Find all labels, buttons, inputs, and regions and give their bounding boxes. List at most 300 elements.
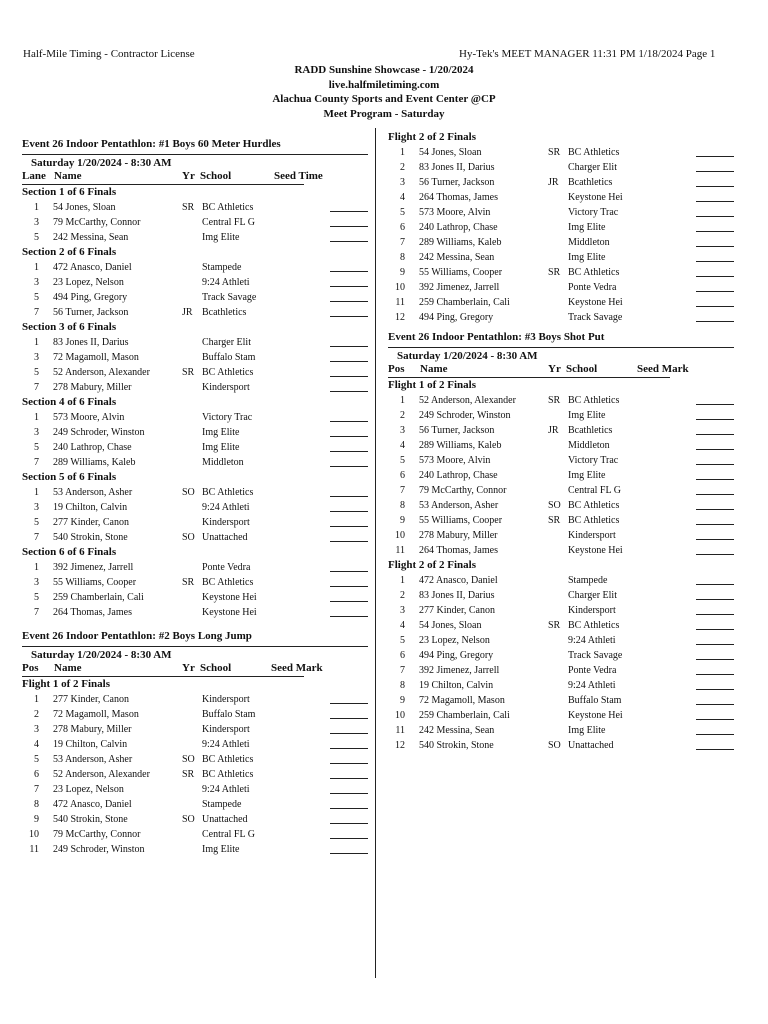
seed-blank-line [696, 291, 734, 292]
entry-row [388, 618, 734, 633]
entry-school: Track Savage [568, 312, 623, 323]
seed-blank-line [330, 733, 368, 734]
entry-row [388, 295, 734, 310]
group-label: Flight 1 of 2 Finals [22, 678, 111, 690]
seed-blank-line [696, 156, 734, 157]
entry-row [22, 797, 368, 812]
meet-titles [0, 63, 768, 121]
entry-row [22, 590, 368, 605]
entry-row [388, 588, 734, 603]
entry-position: 3 [34, 724, 39, 735]
entry-name: 278 Mabury, Miller [53, 382, 132, 393]
entry-school: Bcathletics [202, 307, 247, 318]
header-yr: Yr [182, 662, 195, 674]
entry-school: Img Elite [568, 470, 606, 481]
event-rule [22, 154, 368, 155]
entry-position: 1 [400, 575, 405, 586]
entry-school: Keystone Hei [568, 297, 623, 308]
seed-blank-line [330, 541, 368, 542]
entry-row [388, 220, 734, 235]
entry-year: SO [182, 814, 195, 825]
entry-row [22, 500, 368, 515]
seed-blank-line [696, 524, 734, 525]
entry-row [22, 290, 368, 305]
entry-position: 10 [395, 710, 405, 721]
entry-name: 540 Strokin, Stone [53, 532, 128, 543]
entry-year: SR [182, 367, 195, 378]
entry-school: 9:24 Athleti [202, 784, 250, 795]
event-date: Saturday 1/20/2024 - 8:30 AM [31, 649, 172, 661]
left-column [22, 138, 368, 857]
entry-school: Img Elite [202, 442, 240, 453]
event-long-jump-continued [388, 130, 734, 325]
entry-position: 11 [395, 545, 405, 556]
entry-position: 5 [34, 292, 39, 303]
entry-year: SR [182, 202, 195, 213]
entry-row [22, 380, 368, 395]
entry-row [388, 310, 734, 325]
entry-position: 3 [34, 427, 39, 438]
seed-blank-line [696, 449, 734, 450]
entry-row [388, 663, 734, 678]
column-headers [22, 662, 368, 676]
entry-row [388, 723, 734, 738]
entry-name: 289 Williams, Kaleb [419, 237, 502, 248]
entry-name: 573 Moore, Alvin [419, 455, 491, 466]
entry-name: 52 Anderson, Alexander [419, 395, 516, 406]
entry-year: SR [548, 515, 561, 526]
entry-row [388, 145, 734, 160]
entry-school: Img Elite [568, 222, 606, 233]
entry-name: 54 Jones, Sloan [419, 620, 482, 631]
entry-row [22, 782, 368, 797]
entry-position: 2 [34, 709, 39, 720]
seed-blank-line [696, 584, 734, 585]
entry-row [388, 280, 734, 295]
entry-name: 289 Williams, Kaleb [419, 440, 502, 451]
entry-row [388, 678, 734, 693]
seed-blank-line [330, 496, 368, 497]
entry-school: Img Elite [202, 844, 240, 855]
seed-blank-line [330, 451, 368, 452]
entry-name: 56 Turner, Jackson [53, 307, 129, 318]
meet-name: RADD Sunshine Showcase - 1/20/2024 [294, 64, 474, 76]
entry-school: Charger Elit [568, 162, 617, 173]
entry-school: Central FL G [202, 829, 255, 840]
seed-blank-line [330, 241, 368, 242]
entry-row [22, 530, 368, 545]
seed-blank-line [696, 689, 734, 690]
entry-position: 5 [34, 517, 39, 528]
event-shot-put [388, 331, 734, 753]
seed-blank-line [330, 211, 368, 212]
entry-school: Kindersport [202, 517, 250, 528]
entry-row [388, 408, 734, 423]
entry-school: Middleton [568, 440, 610, 451]
entry-name: 83 Jones II, Darius [419, 162, 495, 173]
entry-position: 3 [34, 277, 39, 288]
entry-school: Stampede [202, 799, 242, 810]
header-lane: Lane [22, 170, 46, 182]
entry-position: 3 [34, 217, 39, 228]
entry-position: 7 [34, 382, 39, 393]
entry-school: Kindersport [202, 382, 250, 393]
header-pos: Pos [22, 662, 39, 674]
entry-name: 259 Chamberlain, Cali [53, 592, 144, 603]
entry-position: 1 [34, 694, 39, 705]
entry-row [388, 693, 734, 708]
entry-row [388, 393, 734, 408]
entry-row [22, 752, 368, 767]
entry-position: 11 [395, 297, 405, 308]
header-seed: Seed Mark [271, 662, 323, 674]
entry-name: 472 Anasco, Daniel [53, 262, 132, 273]
seed-blank-line [696, 231, 734, 232]
entry-name: 540 Strokin, Stone [419, 740, 494, 751]
seed-blank-line [330, 436, 368, 437]
entry-name: 23 Lopez, Nelson [53, 784, 124, 795]
entry-position: 7 [34, 457, 39, 468]
entry-name: 259 Chamberlain, Cali [419, 710, 510, 721]
entry-position: 6 [34, 769, 39, 780]
entry-position: 8 [400, 252, 405, 263]
entry-school: BC Athletics [568, 515, 620, 526]
event-title: Event 26 Indoor Pentathlon: #2 Boys Long Jump [22, 630, 252, 642]
entry-row [22, 410, 368, 425]
entry-name: 72 Magamoll, Mason [419, 695, 505, 706]
seed-blank-line [330, 301, 368, 302]
entry-position: 4 [400, 192, 405, 203]
entry-name: 242 Messina, Sean [53, 232, 129, 243]
entry-school: Track Savage [568, 650, 623, 661]
entry-school: Buffalo Stam [202, 709, 256, 720]
entry-school: Bcathletics [568, 177, 613, 188]
entry-school: Kindersport [202, 694, 250, 705]
entry-row [22, 515, 368, 530]
entry-position: 8 [400, 500, 405, 511]
seed-blank-line [330, 718, 368, 719]
entry-name: 494 Ping, Gregory [53, 292, 128, 303]
meet-venue: Alachua County Sports and Event Center @CP [272, 93, 496, 105]
entry-name: 56 Turner, Jackson [419, 425, 495, 436]
entry-position: 3 [400, 425, 405, 436]
entry-year: SR [548, 620, 561, 631]
entry-row [388, 423, 734, 438]
event-rule [22, 646, 368, 647]
entry-year: SO [182, 487, 195, 498]
entry-school: Keystone Hei [202, 592, 257, 603]
entry-school: Victory Trac [568, 455, 619, 466]
meet-program: Meet Program - Saturday [323, 107, 445, 120]
entry-school: Stampede [202, 262, 242, 273]
entry-school: Keystone Hei [568, 192, 623, 203]
entry-position: 6 [400, 650, 405, 661]
entry-position: 5 [34, 592, 39, 603]
entry-school: 9:24 Athleti [202, 739, 250, 750]
entry-row [22, 350, 368, 365]
entry-name: 53 Anderson, Asher [53, 487, 133, 498]
entry-school: Img Elite [568, 410, 606, 421]
entry-position: 9 [400, 267, 405, 278]
entry-school: Charger Elit [568, 590, 617, 601]
entry-name: 240 Lathrop, Chase [419, 222, 498, 233]
entry-position: 9 [400, 515, 405, 526]
entry-year: SR [548, 395, 561, 406]
entry-row [22, 605, 368, 620]
entry-row [22, 767, 368, 782]
entry-position: 6 [400, 222, 405, 233]
right-column [388, 130, 734, 753]
entry-position: 1 [34, 562, 39, 573]
event-rule [388, 347, 734, 348]
entry-name: 249 Schroder, Winston [419, 410, 511, 421]
entry-position: 11 [29, 844, 39, 855]
entry-year: SR [548, 147, 561, 158]
entry-row [388, 190, 734, 205]
group-label: Section 6 of 6 Finals [22, 546, 117, 558]
entry-name: 277 Kinder, Canon [53, 694, 129, 705]
seed-blank-line [696, 201, 734, 202]
header-right: Hy-Tek's MEET MANAGER 11:31 PM 1/18/2024 Page 1 [459, 48, 716, 60]
entry-school: Keystone Hei [202, 607, 257, 618]
entry-position: 7 [400, 237, 405, 248]
entry-school: BC Athletics [202, 367, 254, 378]
seed-blank-line [330, 316, 368, 317]
entry-name: 494 Ping, Gregory [419, 312, 494, 323]
entry-row [388, 453, 734, 468]
seed-blank-line [330, 703, 368, 704]
header-pos: Pos [388, 363, 405, 375]
seed-blank-line [696, 554, 734, 555]
entry-row [388, 250, 734, 265]
entry-name: 278 Mabury, Miller [419, 530, 498, 541]
seed-blank-line [696, 434, 734, 435]
entry-name: 83 Jones II, Darius [419, 590, 495, 601]
entry-school: Central FL G [202, 217, 255, 228]
group-label: Section 3 of 6 Finals [22, 321, 117, 333]
entry-name: 278 Mabury, Miller [53, 724, 132, 735]
entry-name: 249 Schroder, Winston [53, 844, 145, 855]
entry-position: 4 [400, 620, 405, 631]
seed-blank-line [330, 748, 368, 749]
entry-position: 10 [395, 530, 405, 541]
entry-position: 10 [395, 282, 405, 293]
entry-position: 1 [34, 412, 39, 423]
seed-blank-line [330, 808, 368, 809]
entry-school: BC Athletics [568, 500, 620, 511]
entry-name: 79 McCarthy, Connor [53, 829, 141, 840]
entry-name: 54 Jones, Sloan [53, 202, 116, 213]
entry-year: SR [182, 577, 195, 588]
entry-name: 53 Anderson, Asher [53, 754, 133, 765]
entry-name: 494 Ping, Gregory [419, 650, 494, 661]
header-yr: Yr [182, 170, 195, 182]
entry-school: Victory Trac [202, 412, 253, 423]
entry-name: 53 Anderson, Asher [419, 500, 499, 511]
entry-position: 3 [400, 177, 405, 188]
header-school: School [566, 363, 598, 375]
entry-school: BC Athletics [202, 754, 254, 765]
group-label: Section 4 of 6 Finals [22, 396, 117, 408]
entry-row [388, 708, 734, 723]
entry-position: 1 [400, 147, 405, 158]
seed-blank-line [330, 601, 368, 602]
entry-position: 5 [400, 207, 405, 218]
entry-name: 23 Lopez, Nelson [53, 277, 124, 288]
entry-year: SO [548, 500, 561, 511]
event-date: Saturday 1/20/2024 - 8:30 AM [31, 157, 172, 169]
entry-position: 3 [34, 502, 39, 513]
entry-school: Ponte Vedra [568, 282, 617, 293]
entry-position: 4 [34, 739, 39, 750]
column-headers [22, 170, 368, 184]
entry-row [388, 543, 734, 558]
entry-school: Middleton [568, 237, 610, 248]
entry-school: Charger Elit [202, 337, 251, 348]
entry-school: BC Athletics [568, 147, 620, 158]
entry-name: 264 Thomas, James [419, 545, 498, 556]
entry-row [388, 498, 734, 513]
entry-school: Ponte Vedra [568, 665, 617, 676]
entry-name: 55 Williams, Cooper [419, 515, 503, 526]
entry-year: SO [182, 754, 195, 765]
entry-year: SR [182, 769, 195, 780]
entry-row [388, 160, 734, 175]
entry-position: 1 [34, 337, 39, 348]
seed-blank-line [696, 659, 734, 660]
seed-blank-line [696, 749, 734, 750]
entry-row [388, 205, 734, 220]
groups [388, 378, 734, 753]
entry-name: 19 Chilton, Calvin [53, 739, 128, 750]
entry-year: JR [548, 425, 559, 436]
entry-position: 8 [400, 680, 405, 691]
entry-school: Victory Trac [568, 207, 619, 218]
entry-position: 6 [400, 470, 405, 481]
entry-row [388, 468, 734, 483]
seed-blank-line [696, 479, 734, 480]
seed-blank-line [330, 361, 368, 362]
entry-position: 7 [34, 307, 39, 318]
entry-position: 7 [34, 784, 39, 795]
entry-school: BC Athletics [202, 577, 254, 588]
entry-school: Img Elite [202, 427, 240, 438]
entry-position: 5 [34, 367, 39, 378]
entry-school: Kindersport [202, 724, 250, 735]
column-headers [388, 363, 734, 377]
entry-school: Unattached [202, 814, 248, 825]
entry-row [388, 738, 734, 753]
group-label: Section 2 of 6 Finals [22, 246, 117, 258]
entry-name: 19 Chilton, Calvin [419, 680, 494, 691]
entry-row [22, 692, 368, 707]
entry-row [22, 200, 368, 215]
seed-blank-line [330, 823, 368, 824]
entry-position: 7 [34, 532, 39, 543]
entry-school: BC Athletics [568, 620, 620, 631]
entry-position: 2 [400, 162, 405, 173]
seed-blank-line [696, 614, 734, 615]
entry-school: Buffalo Stam [202, 352, 256, 363]
entry-year: JR [548, 177, 559, 188]
entry-position: 2 [400, 590, 405, 601]
seed-blank-line [696, 404, 734, 405]
entry-position: 5 [34, 232, 39, 243]
groups [22, 677, 368, 857]
entry-position: 7 [34, 607, 39, 618]
entry-row [388, 528, 734, 543]
entry-position: 12 [395, 740, 405, 751]
entry-name: 79 McCarthy, Connor [419, 485, 507, 496]
entry-school: Buffalo Stam [568, 695, 622, 706]
seed-blank-line [330, 286, 368, 287]
entry-name: 55 Williams, Cooper [53, 577, 137, 588]
entry-school: 9:24 Athleti [568, 680, 616, 691]
entry-school: Ponte Vedra [202, 562, 251, 573]
entry-position: 10 [29, 829, 39, 840]
seed-blank-line [330, 616, 368, 617]
entry-position: 7 [400, 665, 405, 676]
seed-blank-line [330, 838, 368, 839]
groups [22, 185, 368, 620]
group-label: Section 5 of 6 Finals [22, 471, 117, 483]
entry-row [22, 440, 368, 455]
entry-row [22, 842, 368, 857]
seed-blank-line [330, 586, 368, 587]
header-name: Name [54, 662, 82, 674]
entry-row [22, 485, 368, 500]
entry-row [388, 573, 734, 588]
seed-blank-line [696, 644, 734, 645]
header-seed: Seed Time [274, 170, 323, 182]
entry-row [388, 438, 734, 453]
entry-position: 8 [34, 799, 39, 810]
seed-blank-line [330, 793, 368, 794]
entry-name: 277 Kinder, Canon [419, 605, 495, 616]
entry-row [22, 275, 368, 290]
entry-row [22, 305, 368, 320]
entry-position: 1 [34, 262, 39, 273]
entry-row [388, 235, 734, 250]
seed-blank-line [696, 261, 734, 262]
entry-row [22, 560, 368, 575]
column-divider [375, 128, 376, 978]
event-date: Saturday 1/20/2024 - 8:30 AM [397, 350, 538, 362]
seed-blank-line [330, 853, 368, 854]
event-title: Event 26 Indoor Pentathlon: #3 Boys Shot Put [388, 331, 605, 343]
entry-position: 12 [395, 312, 405, 323]
entry-row [388, 648, 734, 663]
entry-school: Img Elite [568, 725, 606, 736]
seed-blank-line [330, 346, 368, 347]
entry-row [22, 827, 368, 842]
event-title: Event 26 Indoor Pentathlon: #1 Boys 60 Meter Hurdles [22, 138, 281, 150]
entry-name: 264 Thomas, James [53, 607, 132, 618]
seed-blank-line [330, 376, 368, 377]
seed-blank-line [696, 704, 734, 705]
entry-school: Central FL G [568, 485, 621, 496]
seed-blank-line [696, 509, 734, 510]
entry-school: Track Savage [202, 292, 257, 303]
entry-school: Img Elite [568, 252, 606, 263]
entry-name: 240 Lathrop, Chase [53, 442, 132, 453]
entry-year: SO [548, 740, 561, 751]
entry-position: 3 [400, 605, 405, 616]
entry-row [22, 215, 368, 230]
entry-name: 56 Turner, Jackson [419, 177, 495, 188]
seed-blank-line [696, 419, 734, 420]
entry-school: Kindersport [568, 605, 616, 616]
